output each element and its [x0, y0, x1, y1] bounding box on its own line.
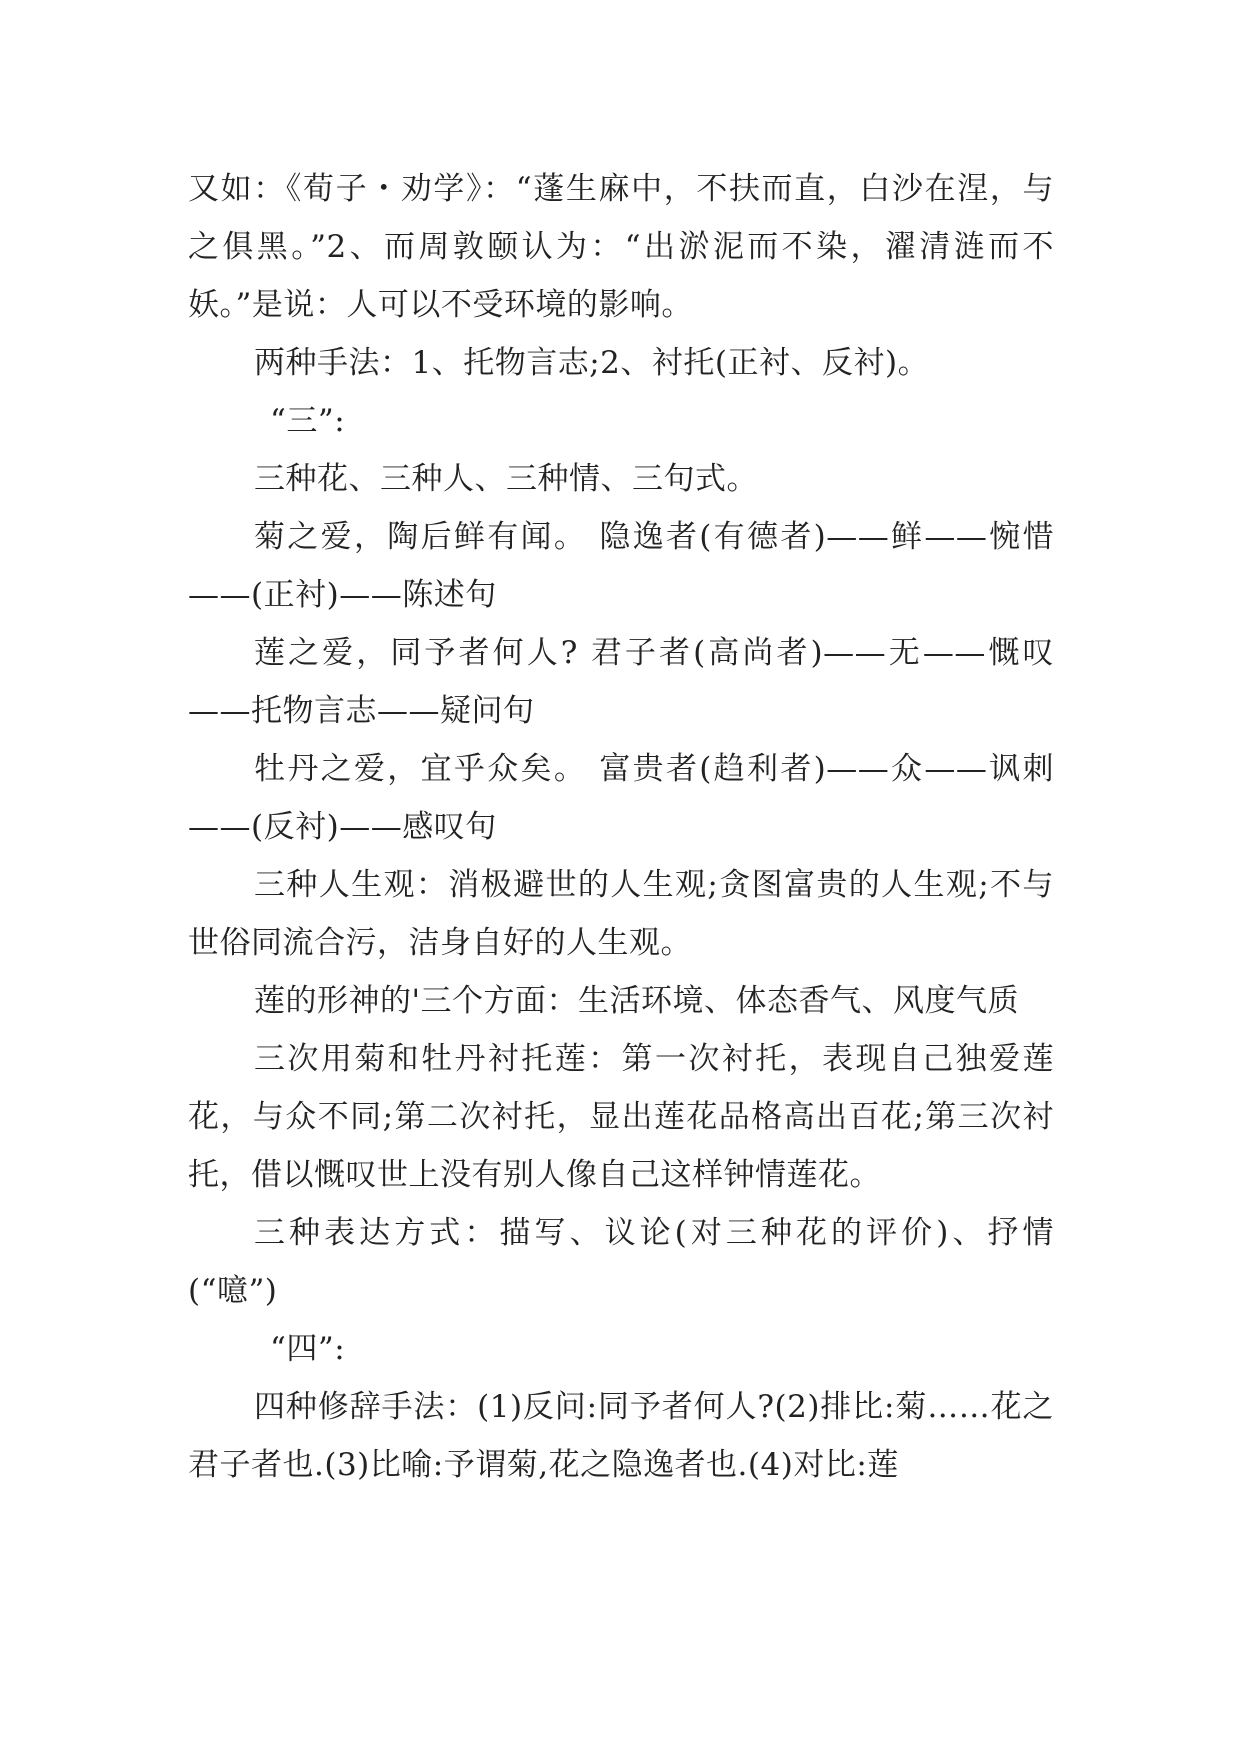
- paragraph-2: 两种手法：1、托物言志;2、衬托(正衬、反衬)。: [254, 345, 930, 381]
- section-heading-four: “四”:: [270, 1331, 346, 1367]
- paragraph-3: 三种花、三种人、三种情、三句式。: [254, 461, 758, 497]
- paragraph-10: 三种表达方式：描写、议论(对三种花的评价)、抒情(“噫”): [188, 1215, 1054, 1309]
- document-body: [188, 160, 1054, 1494]
- paragraph-6: 牡丹之爱，宜乎众矣。 富贵者(趋利者)——众——讽刺——(反衬)——感叹句: [188, 751, 1054, 845]
- paragraph-5: 莲之爱，同予者何人? 君子者(高尚者)——无——慨叹——托物言志——疑问句: [188, 635, 1054, 729]
- paragraph-4: 菊之爱，陶后鲜有闻。 隐逸者(有德者)——鲜——惋惜——(正衬)——陈述句: [188, 519, 1054, 613]
- paragraph-7: 三种人生观：消极避世的人生观;贪图富贵的人生观;不与世俗同流合污，洁身自好的人生观。: [188, 867, 1054, 961]
- section-heading-three: “三”:: [270, 403, 346, 439]
- paragraph-8: 莲的形神的'三个方面：生活环境、体态香气、风度气质: [254, 983, 1020, 1019]
- paragraph-9: 三次用菊和牡丹衬托莲：第一次衬托，表现自己独爱莲花，与众不同;第二次衬托，显出莲花品格高出百花;第三次衬托，借以慨叹世上没有别人像自己这样钟情莲花。: [188, 1041, 1054, 1193]
- paragraph-1: 又如：《荀子・劝学》：“蓬生麻中，不扶而直，白沙在涅，与之俱黑。”2、而周敦颐认为：“出淤泥而不染，濯清涟而不妖。”是说：人可以不受环境的影响。: [188, 171, 1054, 323]
- paragraph-11: 四种修辞手法：(1)反问:同予者何人?(2)排比:菊……花之君子者也.(3)比喻:予谓菊,花之隐逸者也.(4)对比:莲: [188, 1389, 1054, 1483]
